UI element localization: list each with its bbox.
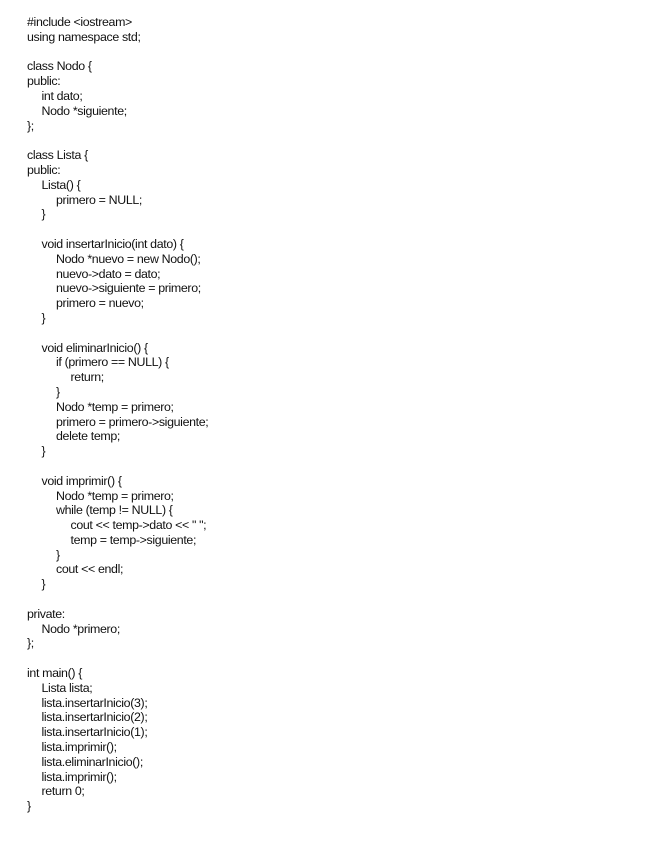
code-line: private: — [27, 606, 65, 621]
code-line: #include <iostream> — [27, 15, 132, 29]
code-line: Nodo *siguiente; — [41, 103, 127, 118]
code-line: } — [56, 547, 60, 562]
code-line: Nodo *primero; — [41, 621, 120, 636]
code-line: primero = nuevo; — [56, 296, 144, 311]
code-line: while (temp != NULL) { — [56, 503, 173, 518]
code-line: Nodo *nuevo = new Nodo(); — [56, 251, 201, 266]
code-line: primero = NULL; — [56, 192, 142, 207]
code-line: void insertarInicio(int dato) { — [41, 236, 184, 251]
code-line: nuevo->siguiente = primero; — [56, 281, 201, 296]
code-line: lista.insertarInicio(3); — [41, 695, 148, 710]
blank-line — [27, 45, 208, 60]
code-line: lista.imprimir(); — [41, 769, 117, 784]
code-line: void eliminarInicio() { — [41, 340, 148, 355]
code-line: cout << endl; — [56, 562, 124, 577]
code-line: using namespace std; — [27, 29, 141, 44]
code-line: } — [41, 207, 46, 222]
code-line: class Nodo { — [27, 59, 92, 74]
code-line: }; — [27, 118, 34, 133]
code-line: class Lista { — [27, 148, 88, 163]
code-line: } — [41, 577, 46, 592]
code-line: cout << temp->dato << " "; — [70, 518, 207, 533]
code-line: delete temp; — [56, 429, 120, 444]
code-line: }; — [27, 636, 34, 651]
code-line: primero = primero->siguiente; — [56, 414, 209, 429]
blank-line — [27, 459, 208, 474]
code-line: lista.imprimir(); — [41, 740, 117, 755]
code-line: Lista() { — [41, 177, 81, 192]
code-listing — [27, 15, 208, 814]
code-line: return 0; — [41, 784, 85, 799]
code-line: } — [56, 384, 60, 399]
code-line: public: — [27, 74, 61, 89]
code-line: lista.insertarInicio(1); — [41, 725, 148, 740]
code-line: lista.insertarInicio(2); — [41, 710, 148, 725]
blank-line — [27, 133, 208, 148]
code-line: void imprimir() { — [41, 473, 122, 488]
code-line: } — [41, 310, 46, 325]
blank-line — [27, 222, 208, 237]
code-line: temp = temp->siguiente; — [70, 532, 197, 547]
code-line: nuevo->dato = dato; — [56, 266, 161, 281]
code-line: Nodo *temp = primero; — [56, 488, 174, 503]
blank-line — [27, 326, 208, 341]
code-line: int dato; — [41, 88, 83, 103]
code-line: lista.eliminarInicio(); — [41, 754, 143, 769]
code-line: } — [27, 799, 31, 814]
code-line: return; — [70, 370, 104, 385]
code-line: int main() { — [27, 666, 83, 681]
code-line: Lista lista; — [41, 680, 93, 695]
code-line: public: — [27, 162, 61, 177]
code-line: Nodo *temp = primero; — [56, 399, 174, 414]
code-line: } — [41, 444, 46, 459]
blank-line — [27, 592, 208, 607]
code-line: if (primero == NULL) { — [56, 355, 169, 370]
blank-line — [27, 651, 208, 666]
